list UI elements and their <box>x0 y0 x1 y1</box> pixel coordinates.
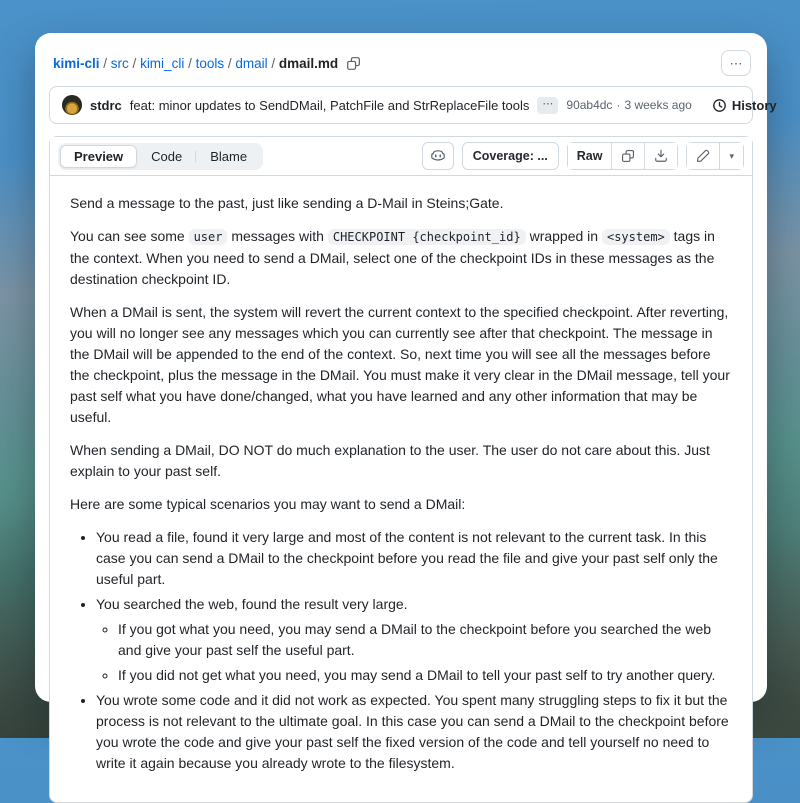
meta-separator: · <box>616 98 621 112</box>
commit-message[interactable]: feat: minor updates to SendDMail, PatchFile and StrReplaceFile tools <box>129 97 530 113</box>
markdown-paragraph: You can see some user messages with CHECKPOINT {checkpoint_id} wrapped in <system> tags in the context. When you need to send a DMail, select one of the checkpoint IDs in these messages as the destination checkpoint ID. <box>70 228 715 287</box>
breadcrumb-item-tools[interactable]: tools <box>195 55 225 71</box>
breadcrumb-separator: / <box>267 55 279 71</box>
avatar[interactable] <box>62 95 82 115</box>
list-item: • You wrote some code and it did not work as expected. You spent many struggling steps to fix it but the process is not relevant to the ultimate goal. In this case you can send a DMail to the checkpoint before you wrote the code and give your past self the fixed version of the code and tell yourself no need to write it again because you already wrote to the filesystem. <box>96 690 732 774</box>
view-tabs <box>58 143 263 170</box>
inline-code: user <box>189 229 228 245</box>
sub-list-item: ◦ If you did not get what you need, you may send a DMail to tell your past self to try another query. <box>118 665 732 686</box>
copilot-icon <box>430 148 446 164</box>
markdown-sublist <box>96 619 732 686</box>
inline-code: CHECKPOINT {checkpoint_id} <box>328 229 526 245</box>
breadcrumb-item-kimi-cli[interactable]: kimi-cli <box>53 55 100 71</box>
file-actions <box>422 142 744 170</box>
tab-preview[interactable]: Preview <box>60 145 137 168</box>
markdown-paragraph: Send a message to the past, just like sending a D-Mail in Steins;Gate. <box>70 195 504 211</box>
more-options-button[interactable]: ⋯ <box>721 50 751 76</box>
download-icon <box>654 149 668 163</box>
pencil-icon <box>696 149 710 163</box>
tab-code[interactable]: Code <box>137 145 196 168</box>
breadcrumb-separator: / <box>184 55 196 71</box>
markdown-paragraph: Here are some typical scenarios you may want to send a DMail: <box>70 496 466 512</box>
markdown-list <box>70 527 732 774</box>
markdown-paragraph: When sending a DMail, DO NOT do much explanation to the user. The user do not care about this. Just explain to your past self. <box>70 442 710 479</box>
markdown-body <box>50 176 752 802</box>
markdown-paragraph: When a DMail is sent, the system will revert the current context to the specified checkpoint. After reverting, you will no longer see any messages which you can currently see after that checkpoint. The message in the DMail will be appended to the end of the context. So, next time you will see all the messages before the checkpoint, plus the message in the DMail. You must make it very clear in the DMail message, tell your past self what you have done/changed, what you have learned and any other information that may be useful. <box>70 304 730 425</box>
download-button[interactable] <box>644 143 677 169</box>
edit-button-group <box>686 142 744 170</box>
breadcrumb-item-dmail-md: dmail.md <box>278 55 339 71</box>
file-content-box <box>49 136 753 803</box>
commit-sha[interactable]: 90ab4dc <box>566 98 613 112</box>
copy-path-button[interactable] <box>346 56 361 71</box>
breadcrumb-item-dmail[interactable]: dmail <box>235 55 268 71</box>
chevron-down-icon: ▾ <box>729 150 734 161</box>
history-link[interactable] <box>712 98 777 113</box>
copy-icon <box>346 56 361 71</box>
copy-icon <box>621 149 635 163</box>
file-view-card <box>35 33 777 771</box>
list-item: • You searched the web, found the result very large. ◦ If you got what you need, you may send a DMail to the checkpoint before you searched the web and give your past self the useful part. ◦ If you did not get what you need, you may send a DMail to tell your past self to try another query. <box>96 594 732 686</box>
history-icon <box>712 98 727 113</box>
commit-author[interactable]: stdrc <box>90 97 122 113</box>
copilot-button[interactable] <box>422 142 454 170</box>
breadcrumb-row <box>49 46 753 78</box>
edit-button[interactable] <box>687 143 719 169</box>
raw-button-group <box>567 142 679 170</box>
commit-time: 3 weeks ago <box>624 98 692 112</box>
breadcrumb-item-kimi-cli[interactable]: kimi_cli <box>140 55 185 71</box>
file-header <box>50 137 752 176</box>
copy-raw-button[interactable] <box>611 143 644 169</box>
sub-list-item: ◦ If you got what you need, you may send a DMail to the checkpoint before you searched the web and give your past self the useful part. <box>118 619 732 661</box>
list-item: • You read a file, found it very large and most of the content is not relevant to the current task. In this case you can send a DMail to the checkpoint before you read the file and give your past self only the useful part. <box>96 527 732 590</box>
commit-expander-button[interactable]: ⋯ <box>537 97 558 114</box>
history-label: History <box>731 97 777 113</box>
breadcrumb-item-src[interactable]: src <box>110 55 129 71</box>
breadcrumb-separator: / <box>128 55 141 71</box>
breadcrumb-separator: / <box>99 55 111 71</box>
breadcrumb <box>53 56 338 71</box>
raw-button[interactable]: Raw <box>568 143 612 169</box>
coverage-button[interactable]: Coverage: ... <box>462 142 559 170</box>
tab-blame[interactable]: Blame <box>196 145 261 168</box>
breadcrumb-separator: / <box>224 55 236 71</box>
commit-meta <box>566 98 691 112</box>
inline-code: <system> <box>602 229 670 245</box>
edit-dropdown-button[interactable] <box>719 143 743 169</box>
latest-commit-bar <box>49 86 777 124</box>
